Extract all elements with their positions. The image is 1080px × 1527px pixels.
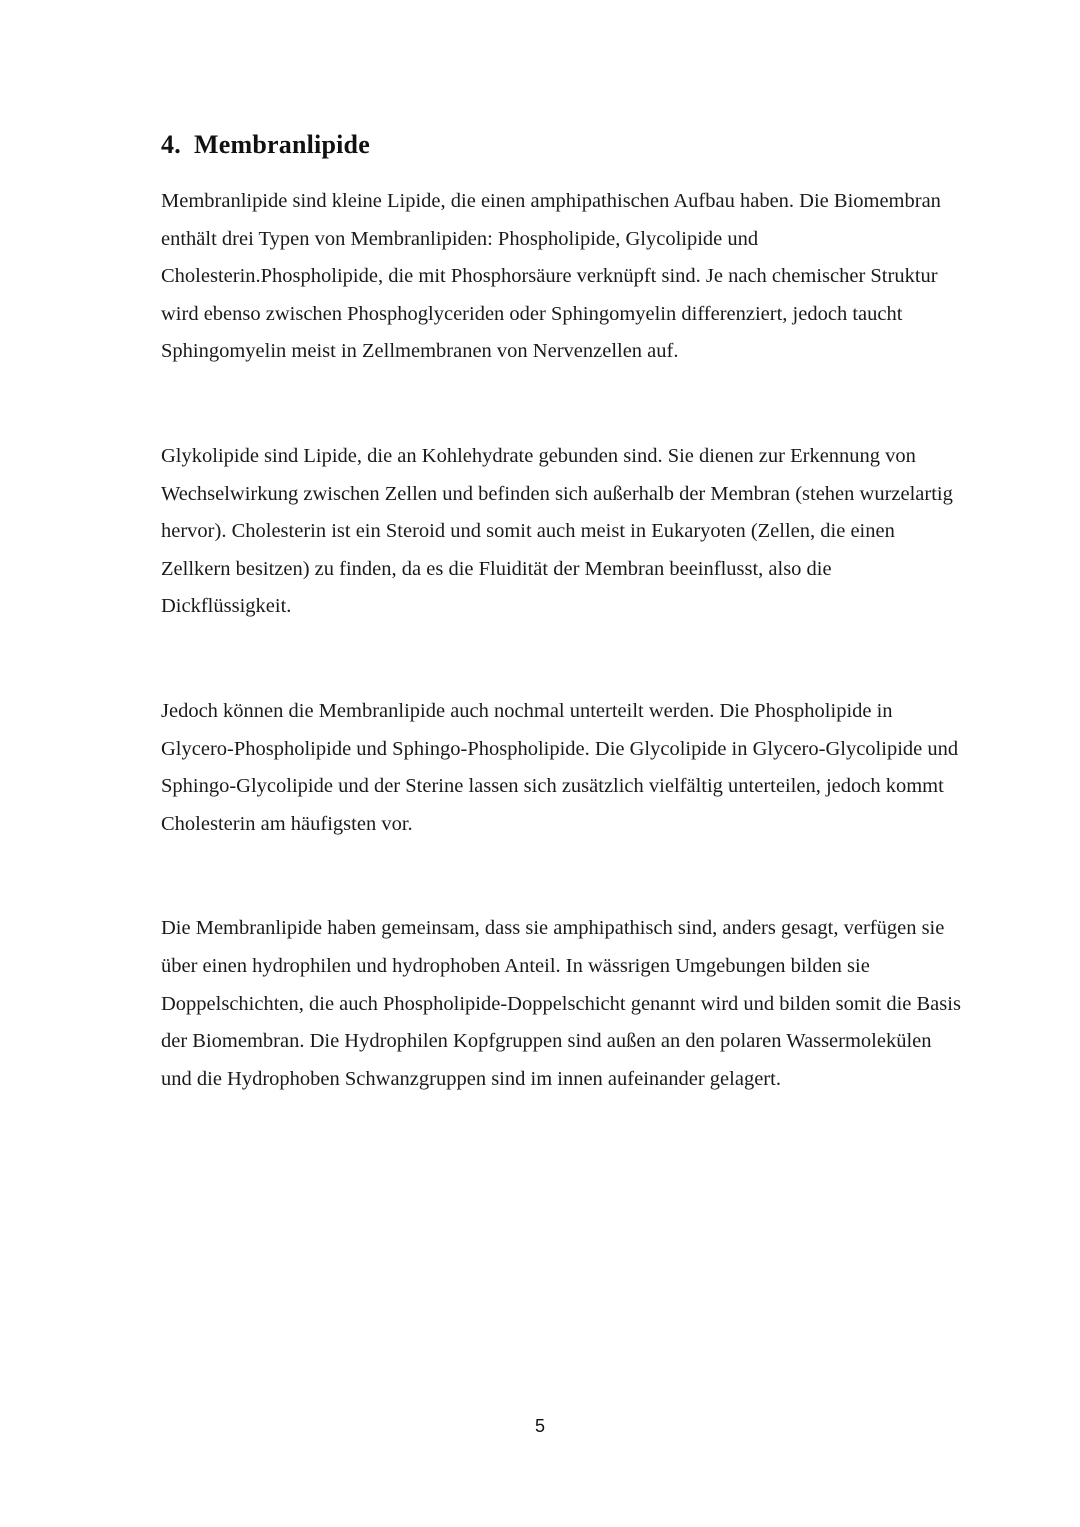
page-content bbox=[161, 128, 961, 1098]
page-number: 5 bbox=[534, 1416, 545, 1436]
paragraph-membranlipide-intro: Membranlipide sind kleine Lipide, die einen amphipathischen Aufbau haben. Die Biomembran enthält drei Typen von Membranlipiden: Phospholipide, Glycolipide und Cholesterin.Phospholipide, die mit Phosphorsäure verknüpft sind. Je nach chemischer Struktur wird ebenso zwischen Phosphoglyceriden oder Sphingomyelin differenziert, jedoch taucht Sphingomyelin meist in Zellmembranen von Nervenzellen auf. bbox=[161, 190, 941, 363]
section-heading bbox=[161, 128, 961, 162]
paragraph-amphipathisch: Die Membranlipide haben gemeinsam, dass sie amphipathisch sind, anders gesagt, verfügen sie über einen hydrophilen und hydrophoben Anteil. In wässrigen Umgebungen bilden sie Doppelschichten, die auch Phospholipide-Doppelschicht genannt wird und bilden somit die Basis der Biomembran. Die Hydrophilen Kopfgruppen sind außen an den polaren Wassermolekülen und die Hydrophoben Schwanzgruppen sind im innen aufeinander gelagert. bbox=[161, 917, 961, 1090]
paragraph-glykolipide: Glykolipide sind Lipide, die an Kohlehydrate gebunden sind. Sie dienen zur Erkennung von Wechselwirkung zwischen Zellen und befinden sich außerhalb der Membran (stehen wurzelartig hervor). Cholesterin ist ein Steroid und somit auch meist in Eukaryoten (Zellen, die einen Zellkern besitzen) zu finden, da es die Fluidität der Membran beeinflusst, also die Dickflüssigkeit. bbox=[161, 444, 953, 618]
section-number: 4. bbox=[161, 130, 181, 159]
section-title: Membranlipide bbox=[194, 130, 370, 159]
paragraph-unterteilung: Jedoch können die Membranlipide auch nochmal unterteilt werden. Die Phospholipide in Glycero-Phospholipide und Sphingo-Phospholipide. Die Glycolipide in Glycero-Glycolipide und Sphingo-Glycolipide und der Sterine lassen sich zusätzlich vielfältig unterteilen, jedoch kommt Cholesterin am häufigsten vor. bbox=[161, 699, 959, 835]
